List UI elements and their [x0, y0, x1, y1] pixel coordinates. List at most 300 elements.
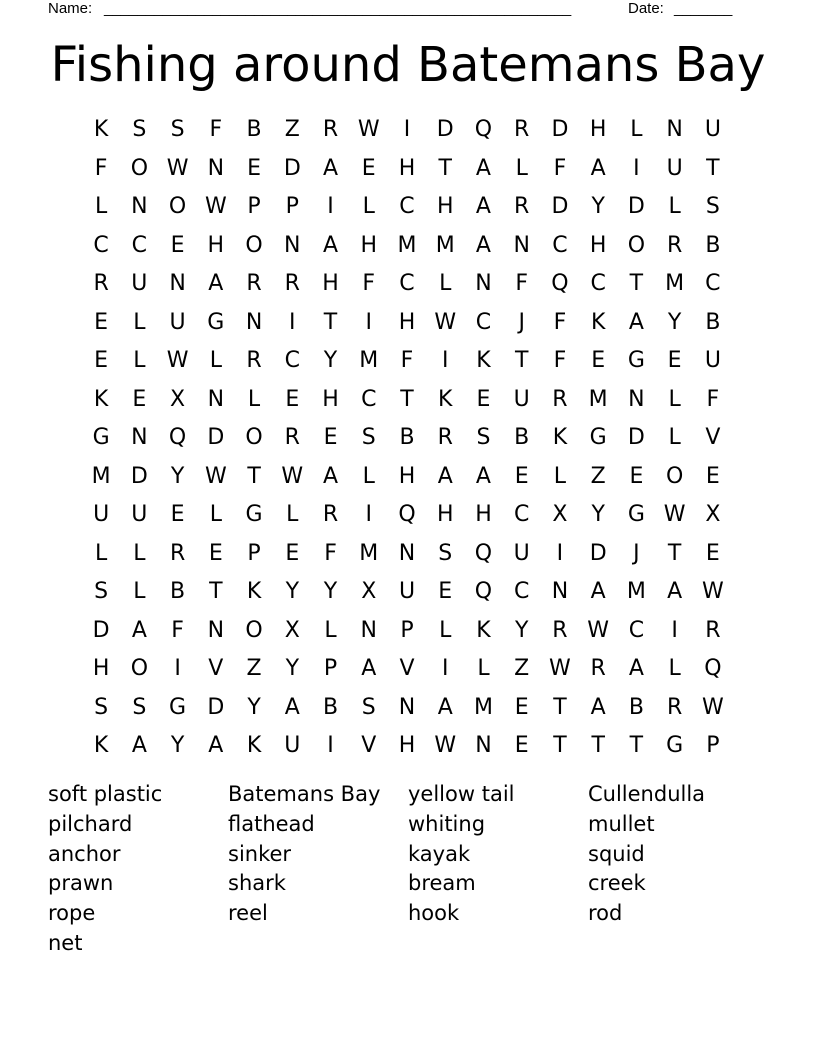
grid-cell: W — [434, 309, 457, 335]
grid-cell: M — [665, 271, 685, 296]
grid-cell: F — [94, 155, 108, 181]
grid-cell: L — [668, 425, 681, 450]
grid-cell: L — [362, 463, 375, 489]
grid-cell: L — [133, 540, 146, 566]
grid-cell: A — [475, 194, 491, 219]
grid-cell: B — [628, 694, 644, 720]
word-list-item: anchor — [48, 841, 121, 866]
grid-cell: E — [132, 386, 147, 412]
grid-cell: A — [322, 232, 339, 258]
grid-cell: Y — [591, 502, 605, 527]
grid-cell: N — [475, 733, 492, 758]
grid-cell: Y — [514, 617, 529, 643]
grid-cell: W — [434, 733, 457, 758]
grid-cell: A — [131, 617, 147, 643]
grid-cell: U — [131, 502, 148, 527]
word-list-item: prawn — [48, 871, 114, 896]
grid-cell: Y — [247, 694, 261, 720]
grid-cell: W — [204, 194, 227, 219]
grid-cell: R — [284, 271, 300, 296]
grid-cell: Y — [285, 579, 300, 604]
grid-cell: U — [398, 579, 416, 604]
grid-cell: X — [705, 502, 721, 527]
grid-cell: P — [247, 194, 261, 219]
grid-cell: F — [362, 271, 376, 296]
grid-cell: R — [666, 232, 683, 258]
grid-cell: W — [166, 155, 189, 181]
grid-cell: C — [705, 271, 721, 296]
grid-cell: N — [207, 155, 225, 181]
grid-cell: S — [94, 694, 109, 720]
grid-cell: N — [169, 271, 186, 296]
grid-cell: I — [403, 117, 411, 142]
grid-cell: K — [590, 309, 606, 335]
grid-cell: L — [133, 348, 146, 373]
grid-cell: E — [476, 386, 491, 412]
grid-cell: W — [701, 694, 724, 720]
grid-cell: M — [359, 540, 379, 566]
grid-cell: T — [553, 694, 567, 720]
grid-cell: F — [553, 155, 567, 181]
grid-cell: P — [706, 733, 720, 758]
grid-cell: V — [208, 656, 224, 681]
grid-cell: L — [515, 155, 528, 181]
word-list-item: creek — [588, 871, 646, 896]
grid-cell: Y — [170, 733, 185, 758]
grid-cell: G — [627, 502, 645, 527]
grid-cell: V — [399, 656, 415, 681]
grid-cell: R — [246, 271, 262, 296]
grid-cell: O — [130, 155, 149, 181]
grid-cell: K — [476, 617, 491, 643]
grid-cell: L — [439, 271, 452, 296]
grid-cell: I — [327, 194, 334, 219]
grid-cell: A — [208, 271, 224, 296]
grid-cell: W — [549, 656, 571, 681]
grid-cell: N — [628, 386, 645, 412]
grid-cell: A — [322, 155, 339, 181]
grid-cell: I — [671, 617, 678, 643]
grid-cell: N — [131, 425, 148, 450]
grid-cell: F — [553, 348, 567, 373]
grid-cell: S — [705, 194, 720, 219]
grid-cell: A — [208, 733, 224, 758]
word-list-item: hook — [408, 901, 460, 926]
grid-cell: E — [514, 463, 529, 489]
grid-cell: N — [551, 579, 569, 604]
date-field-line: _______ — [674, 0, 733, 17]
grid-cell: H — [436, 194, 454, 219]
grid-cell: C — [552, 232, 568, 258]
grid-cell: K — [93, 117, 109, 142]
grid-cell: D — [551, 117, 569, 142]
grid-cell: N — [398, 540, 416, 566]
grid-cell: P — [400, 617, 414, 643]
grid-cell: Y — [170, 463, 185, 489]
grid-cell: N — [207, 617, 225, 643]
grid-cell: B — [705, 309, 721, 335]
grid-cell: T — [629, 271, 644, 296]
grid-cell: A — [437, 694, 453, 720]
grid-cell: B — [399, 425, 415, 450]
grid-cell: A — [322, 463, 339, 489]
grid-cell: S — [132, 117, 147, 142]
grid-cell: F — [706, 386, 720, 412]
grid-cell: W — [281, 463, 304, 489]
grid-cell: F — [515, 271, 529, 296]
grid-cell: D — [92, 617, 110, 643]
grid-cell: Z — [590, 463, 606, 489]
grid-cell: K — [552, 425, 568, 450]
grid-cell: K — [93, 733, 109, 758]
grid-cell: W — [587, 617, 610, 643]
grid-cell: H — [589, 232, 607, 258]
grid-cell: Z — [246, 656, 262, 681]
grid-cell: C — [361, 386, 377, 412]
grid-cell: T — [323, 309, 338, 335]
grid-cell: E — [438, 579, 453, 604]
grid-cell: H — [475, 502, 492, 527]
grid-cell: D — [436, 117, 454, 142]
grid-cell: T — [514, 348, 529, 373]
word-list-item: rod — [588, 901, 623, 926]
grid-cell: H — [589, 117, 607, 142]
grid-cell: R — [705, 617, 721, 643]
grid-cell: P — [285, 194, 299, 219]
grid-cell: T — [553, 733, 567, 758]
grid-cell: O — [665, 463, 684, 489]
grid-cell: E — [514, 694, 529, 720]
grid-cell: T — [706, 155, 720, 181]
word-list — [48, 780, 768, 959]
word-list-item: pilchard — [48, 811, 133, 836]
grid-cell: J — [518, 309, 525, 335]
word-list-item: soft plastic — [48, 782, 163, 806]
grid-cell: F — [209, 117, 223, 142]
grid-cell: N — [513, 232, 530, 258]
grid-cell: E — [514, 733, 529, 758]
grid-cell: C — [93, 232, 109, 258]
grid-cell: V — [705, 425, 721, 450]
grid-cell: N — [475, 271, 492, 296]
grid-cell: C — [131, 232, 148, 258]
grid-cell: Q — [474, 117, 493, 142]
grid-cell: O — [245, 617, 263, 643]
grid-cell: E — [94, 348, 109, 373]
grid-cell: E — [247, 155, 261, 181]
grid-cell: E — [285, 386, 300, 412]
grid-cell: T — [247, 463, 261, 489]
grid-cell: A — [284, 694, 300, 720]
grid-cell: R — [437, 425, 453, 450]
word-list-item: reel — [228, 901, 268, 926]
grid-cell: I — [441, 348, 449, 373]
grid-cell: C — [284, 348, 300, 373]
grid-cell: W — [166, 348, 189, 373]
grid-cell: O — [627, 232, 646, 258]
letter-grid — [82, 111, 732, 766]
grid-cell: P — [323, 656, 338, 681]
grid-cell: L — [209, 348, 222, 373]
grid-cell: U — [131, 271, 148, 296]
grid-cell: A — [475, 463, 491, 489]
grid-cell: Q — [474, 579, 493, 604]
grid-cell: U — [513, 540, 530, 566]
grid-cell: A — [590, 155, 606, 181]
grid-cell: C — [590, 271, 606, 296]
grid-cell: A — [667, 579, 683, 604]
grid-cell: E — [361, 155, 376, 181]
grid-cell: R — [322, 502, 339, 527]
grid-cell: W — [701, 579, 724, 604]
word-list-item: rope — [48, 901, 96, 926]
grid-cell: R — [322, 117, 339, 142]
grid-cell: W — [204, 463, 227, 489]
grid-cell: E — [208, 540, 223, 566]
grid-cell: E — [94, 309, 109, 335]
grid-cell: S — [476, 425, 491, 450]
grid-cell: J — [633, 540, 640, 566]
grid-cell: D — [627, 194, 645, 219]
grid-cell: S — [361, 425, 376, 450]
grid-cell: K — [476, 348, 491, 373]
grid-cell: Y — [323, 348, 338, 373]
grid-cell: I — [365, 309, 372, 335]
grid-cell: G — [92, 425, 110, 450]
grid-cell: D — [627, 425, 645, 450]
grid-cell: L — [286, 502, 299, 527]
grid-cell: H — [398, 155, 416, 181]
grid-cell: Y — [285, 656, 300, 681]
grid-cell: A — [590, 579, 606, 604]
grid-cell: E — [667, 348, 682, 373]
grid-cell: R — [93, 271, 109, 296]
grid-cell: N — [207, 386, 225, 412]
grid-cell: C — [514, 579, 530, 604]
grid-cell: U — [284, 733, 301, 758]
grid-cell: H — [398, 733, 416, 758]
grid-cell: H — [398, 309, 416, 335]
grid-cell: X — [361, 579, 377, 604]
grid-cell: Q — [551, 271, 569, 296]
grid-cell: N — [131, 194, 148, 219]
grid-cell: S — [170, 117, 185, 142]
grid-cell: O — [245, 232, 263, 258]
grid-cell: D — [130, 463, 148, 489]
grid-cell: F — [171, 617, 184, 643]
grid-cell: L — [362, 194, 375, 219]
grid-cell: L — [668, 194, 681, 219]
word-list-item: whiting — [408, 811, 486, 836]
grid-cell: A — [437, 463, 453, 489]
grid-cell: D — [207, 694, 225, 720]
grid-cell: W — [663, 502, 686, 527]
grid-cell: R — [514, 117, 530, 142]
grid-cell: G — [666, 733, 684, 758]
grid-cell: B — [170, 579, 186, 604]
grid-cell: C — [475, 309, 492, 335]
grid-cell: M — [435, 232, 455, 258]
grid-cell: T — [438, 155, 452, 181]
grid-cell: C — [628, 617, 645, 643]
grid-cell: C — [514, 502, 530, 527]
grid-cell: R — [514, 194, 530, 219]
grid-cell: N — [666, 117, 683, 142]
grid-cell: H — [207, 232, 225, 258]
grid-cell: L — [439, 617, 452, 643]
grid-cell: B — [705, 232, 721, 258]
header-row — [48, 0, 740, 18]
grid-cell: H — [436, 502, 454, 527]
word-list-item: mullet — [588, 811, 655, 836]
grid-cell: Z — [284, 117, 300, 142]
grid-cell: E — [170, 232, 185, 258]
grid-cell: T — [629, 733, 644, 758]
grid-cell: H — [322, 271, 339, 296]
grid-cell: I — [289, 309, 296, 335]
grid-cell: A — [131, 733, 147, 758]
grid-cell: I — [556, 540, 564, 566]
grid-cell: R — [590, 656, 606, 681]
grid-cell: R — [284, 425, 300, 450]
grid-cell: M — [588, 386, 608, 412]
word-list-item: squid — [588, 841, 645, 866]
grid-cell: R — [552, 386, 568, 412]
grid-cell: T — [209, 579, 223, 604]
grid-cell: U — [704, 117, 721, 142]
grid-cell: L — [668, 386, 681, 412]
grid-cell: R — [552, 617, 568, 643]
grid-cell: Q — [704, 656, 722, 681]
grid-cell: A — [361, 656, 377, 681]
grid-cell: H — [92, 656, 110, 681]
grid-cell: A — [590, 694, 606, 720]
grid-cell: D — [283, 155, 301, 181]
grid-cell: W — [357, 117, 380, 142]
grid-cell: U — [666, 155, 683, 181]
grid-cell: G — [207, 309, 225, 335]
grid-cell: E — [705, 540, 720, 566]
grid-cell: Q — [398, 502, 416, 527]
grid-cell: E — [629, 463, 644, 489]
grid-cell: S — [94, 579, 109, 604]
grid-cell: L — [553, 463, 567, 489]
grid-cell: L — [133, 579, 146, 604]
grid-cell: B — [322, 694, 339, 720]
grid-cell: Y — [667, 309, 682, 335]
name-field-line: ________________________________________________________ — [104, 0, 572, 17]
grid-cell: H — [322, 386, 339, 412]
grid-cell: L — [247, 386, 261, 412]
grid-cell: E — [705, 463, 720, 489]
grid-cell: M — [473, 694, 493, 720]
grid-cell: M — [359, 348, 379, 373]
grid-cell: E — [323, 425, 338, 450]
grid-cell: N — [398, 694, 416, 720]
grid-cell: E — [170, 502, 185, 527]
grid-cell: T — [591, 733, 605, 758]
grid-cell: Y — [323, 579, 338, 604]
grid-cell: L — [133, 309, 146, 335]
grid-cell: B — [514, 425, 530, 450]
grid-cell: D — [207, 425, 225, 450]
grid-cell: O — [130, 656, 149, 681]
name-label: Name: — [48, 0, 93, 17]
grid-cell: L — [477, 656, 490, 681]
grid-cell: E — [285, 540, 300, 566]
grid-cell: X — [170, 386, 186, 412]
grid-cell: L — [209, 502, 222, 527]
grid-cell: A — [475, 232, 491, 258]
grid-cell: O — [168, 194, 187, 219]
word-list-item: Batemans Bay — [228, 782, 381, 806]
grid-cell: K — [438, 386, 453, 412]
grid-cell: X — [284, 617, 300, 643]
grid-cell: L — [94, 540, 108, 566]
grid-cell: R — [169, 540, 186, 566]
grid-cell: N — [284, 232, 301, 258]
grid-cell: N — [245, 309, 263, 335]
grid-cell: T — [667, 540, 682, 566]
grid-cell: M — [626, 579, 646, 604]
grid-cell: I — [633, 155, 640, 181]
grid-cell: I — [327, 733, 334, 758]
grid-cell: U — [704, 348, 721, 373]
grid-cell: M — [397, 232, 417, 258]
grid-cell: T — [400, 386, 414, 412]
grid-cell: F — [400, 348, 414, 373]
grid-cell: A — [628, 656, 644, 681]
grid-cell: A — [628, 309, 644, 335]
word-list-item: sinker — [228, 841, 292, 866]
grid-cell: L — [324, 617, 337, 643]
grid-cell: V — [361, 733, 377, 758]
grid-cell: A — [475, 155, 491, 181]
grid-cell: Q — [474, 540, 493, 566]
grid-cell: U — [169, 309, 186, 335]
grid-cell: F — [324, 540, 337, 566]
grid-cell: P — [247, 540, 261, 566]
grid-cell: X — [552, 502, 568, 527]
grid-cell: K — [246, 579, 262, 604]
grid-cell: I — [174, 656, 181, 681]
grid-cell: K — [246, 733, 262, 758]
grid-cell: O — [245, 425, 263, 450]
grid-cell: U — [513, 386, 530, 412]
grid-cell: E — [591, 348, 606, 373]
grid-cell: S — [438, 540, 453, 566]
grid-cell: N — [360, 617, 377, 643]
grid-cell: S — [361, 694, 376, 720]
word-list-item: Cullendulla — [588, 782, 706, 806]
grid-cell: R — [666, 694, 683, 720]
word-list-item: bream — [408, 871, 476, 896]
grid-cell: G — [169, 694, 187, 720]
puzzle-title: Fishing around Batemans Bay — [50, 37, 766, 93]
word-list-item: shark — [228, 871, 286, 896]
grid-cell: Q — [168, 425, 187, 450]
grid-cell: G — [245, 502, 263, 527]
word-list-item: net — [48, 930, 83, 955]
grid-cell: F — [553, 309, 567, 335]
grid-cell: L — [94, 194, 108, 219]
grid-cell: B — [246, 117, 262, 142]
grid-cell: R — [246, 348, 262, 373]
grid-cell: M — [91, 463, 111, 489]
grid-cell: G — [589, 425, 607, 450]
grid-cell: H — [398, 463, 416, 489]
grid-cell: G — [627, 348, 645, 373]
